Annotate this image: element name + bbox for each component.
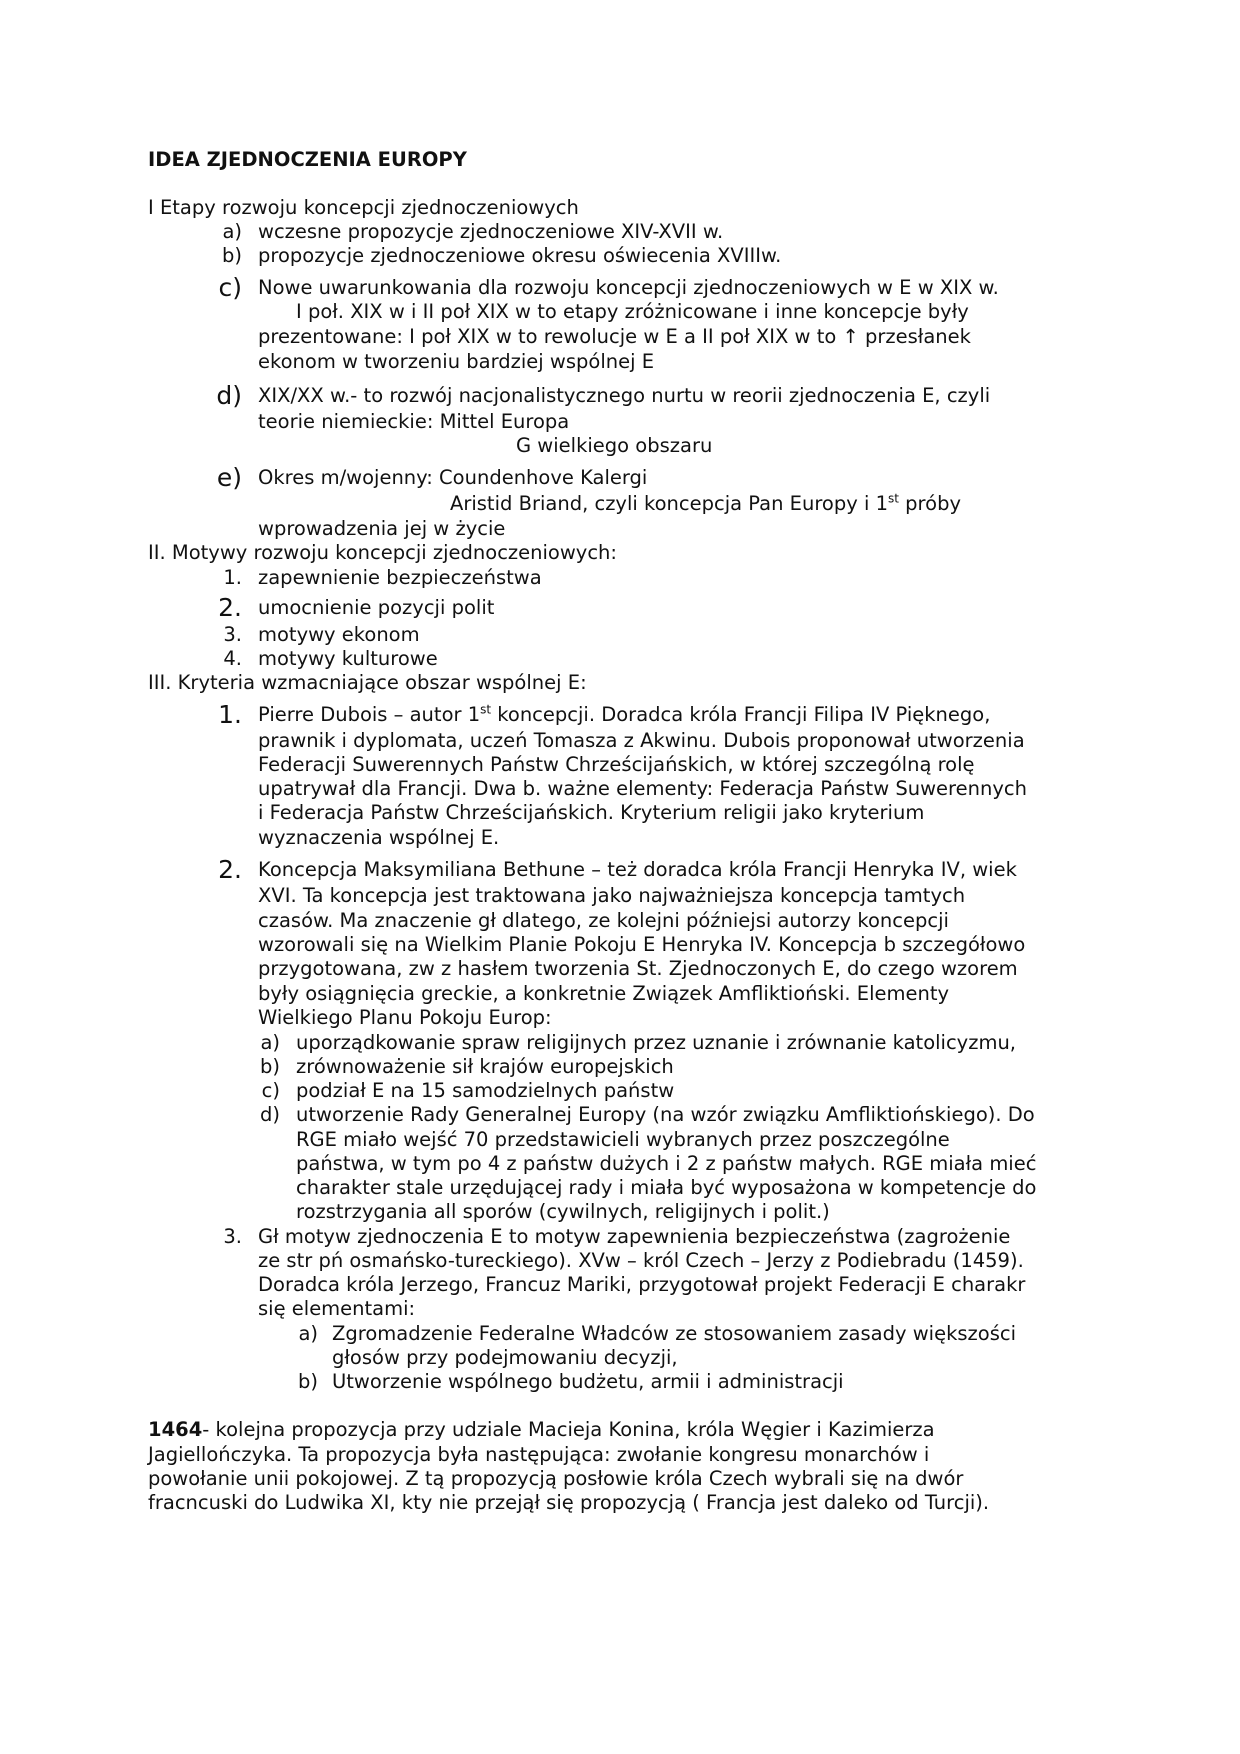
list-item-line: ze str pń osmańsko-tureckiego). XVw – król Czech – Jerzy z Podiebradu (1459). xyxy=(258,1249,1024,1272)
list-item: motywy kulturowe xyxy=(258,647,438,670)
document-title: IDEA ZJEDNOCZENIA EUROPY xyxy=(148,148,467,171)
list-item-line: wyznaczenia wspólnej E. xyxy=(258,826,500,849)
year-highlight: 1464 xyxy=(148,1418,203,1441)
list-item: umocnienie pozycji polit xyxy=(258,596,495,619)
sub-list-item: utworzenie Rady Generalnej Europy (na wzór związku Amfliktiońskiego). Do xyxy=(296,1103,1035,1126)
list-item: zapewnienie bezpieczeństwa xyxy=(258,566,542,589)
list-marker: 2. xyxy=(218,593,242,622)
sub-list-item: uporządkowanie spraw religijnych przez uznanie i zrównanie katolicyzmu, xyxy=(296,1031,1017,1054)
list-item: wczesne propozycje zjednoczeniowe XIV-XVII w. xyxy=(258,220,724,243)
list-marker: a) xyxy=(222,220,242,243)
section-1-heading: I Etapy rozwoju koncepcji zjednoczeniowych xyxy=(148,196,579,219)
list-item-line: były osiągnięcia greckie, a konkretnie Związek Amfliktioński. Elementy xyxy=(258,982,950,1005)
sub-list-marker: b) xyxy=(260,1055,280,1078)
section-2-heading: II. Motywy rozwoju koncepcji zjednoczeniowych: xyxy=(148,541,617,564)
list-item-line: ekonom w tworzeniu bardziej wspólnej E xyxy=(258,350,655,373)
list-item-line: upatrywał dla Francji. Dwa b. ważne elementy: Federacja Państw Suwerennych xyxy=(258,777,1027,800)
closing-paragraph-line: Jagiellończyka. Ta propozycja była następująca: zwołanie kongresu monarchów i xyxy=(148,1443,930,1466)
list-item-line: XVI. Ta koncepcja jest traktowana jako najważniejsza koncepcja tamtych xyxy=(258,884,966,907)
list-item-line: wprowadzenia jej w życie xyxy=(258,517,506,540)
list-marker: 3. xyxy=(223,1225,242,1248)
list-item-line: i Federacja Państw Chrześcijańskich. Kryterium religii jako kryterium xyxy=(258,801,925,824)
list-item-line: się elementami: xyxy=(258,1297,416,1320)
list-item-line: Doradca króla Jerzego, Francuz Mariki, przygotował projekt Federacji E charakr xyxy=(258,1273,1026,1296)
sub-list-marker: d) xyxy=(260,1103,280,1126)
sub-list-item-line: państwa, w tym po 4 z państw dużych i 2 z państw małych. RGE miała mieć xyxy=(296,1152,1037,1175)
list-item-line: przygotowana, zw z hasłem tworzenia St. Zjednoczonych E, do czego wzorem xyxy=(258,957,1018,980)
list-item-line: czasów. Ma znaczenie gł dlatego, ze kolejni późniejsi autorzy koncepcji xyxy=(258,909,949,932)
list-item-line: G wielkiego obszaru xyxy=(516,434,713,457)
sub-list-item-line: rozstrzygania all sporów (cywilnych, religijnych i polit.) xyxy=(296,1200,830,1223)
sub-list-marker: a) xyxy=(298,1322,318,1345)
sub-list-item-line: głosów przy podejmowaniu decyzji, xyxy=(332,1346,678,1369)
sub-list-item: podział E na 15 samodzielnych państw xyxy=(296,1079,675,1102)
list-item-line: wzorowali się na Wielkim Planie Pokoju E Henryka IV. Koncepcja b szczegółowo xyxy=(258,933,1026,956)
list-marker: 4. xyxy=(223,647,242,670)
list-item-line: prawnik i dyplomata, uczeń Tomasza z Akwinu. Dubois proponował utworzenia xyxy=(258,729,1025,752)
list-marker: 1. xyxy=(223,566,242,589)
list-item: Koncepcja Maksymiliana Bethune – też doradca króla Francji Henryka IV, wiek xyxy=(258,858,1017,881)
sub-list-item-line: charakter stale urzędującej rady i miała być wyposażona w kompetencje do xyxy=(296,1176,1037,1199)
list-item: Nowe uwarunkowania dla rozwoju koncepcji zjednoczeniowych w E w XIX w. xyxy=(258,276,999,299)
sub-list-item: zrównoważenie sił krajów europejskich xyxy=(296,1055,674,1078)
list-item: propozycje zjednoczeniowe okresu oświecenia XVIIIw. xyxy=(258,244,782,267)
closing-paragraph: 1464- kolejna propozycja przy udziale Macieja Konina, króla Węgier i Kazimierza xyxy=(148,1418,935,1441)
sub-list-item: Utworzenie wspólnego budżetu, armii i administracji xyxy=(332,1370,844,1393)
list-marker: 2. xyxy=(218,855,242,884)
list-marker: d) xyxy=(216,381,242,410)
list-item-line: Aristid Briand, czyli koncepcja Pan Europy i 1st próby xyxy=(450,491,961,515)
closing-paragraph-line: powołanie unii pokojowej. Z tą propozycją posłowie króla Czech wybrali się na dwór xyxy=(148,1467,964,1490)
list-marker: e) xyxy=(216,463,242,492)
list-marker: b) xyxy=(222,244,242,267)
list-item: motywy ekonom xyxy=(258,623,420,646)
sub-list-item: Zgromadzenie Federalne Władców ze stosowaniem zasady większości xyxy=(332,1322,1017,1345)
closing-paragraph-line: fracncuski do Ludwika XI, kty nie przejął się propozycją ( Francja jest daleko od Turcji). xyxy=(148,1491,990,1514)
list-item-line: Wielkiego Planu Pokoju Europ: xyxy=(258,1006,552,1029)
list-marker: 1. xyxy=(218,700,242,729)
list-item: Okres m/wojenny: Coundenhove Kalergi xyxy=(258,466,648,489)
list-item-line: teorie niemieckie: Mittel Europa xyxy=(258,410,570,433)
list-item: Gł motyw zjednoczenia E to motyw zapewnienia bezpieczeństwa (zagrożenie xyxy=(258,1225,1011,1248)
list-item-line: prezentowane: I poł XIX w to rewolucje w E a II poł XIX w to ↑ przesłanek xyxy=(258,325,971,348)
list-marker: 3. xyxy=(223,623,242,646)
list-item: Pierre Dubois – autor 1st koncepcji. Doradca króla Francji Filipa IV Pięknego, xyxy=(258,702,991,726)
sub-list-marker: b) xyxy=(298,1370,318,1393)
list-marker: c) xyxy=(218,273,242,302)
list-item: XIX/XX w.- to rozwój nacjonalistycznego nurtu w reorii zjednoczenia E, czyli xyxy=(258,384,991,407)
section-3-heading: III. Kryteria wzmacniające obszar wspólnej E: xyxy=(148,671,587,694)
sub-list-item-line: RGE miało wejść 70 przedstawicieli wybranych przez poszczególne xyxy=(296,1128,950,1151)
sub-list-marker: a) xyxy=(260,1031,280,1054)
list-item-line: I poł. XIX w i II poł XIX w to etapy zróżnicowane i inne koncepcje były xyxy=(296,300,969,323)
list-item-line: Federacji Suwerennych Państw Chrześcijańskich, w której szczególną rolę xyxy=(258,753,975,776)
sub-list-marker: c) xyxy=(261,1079,280,1102)
